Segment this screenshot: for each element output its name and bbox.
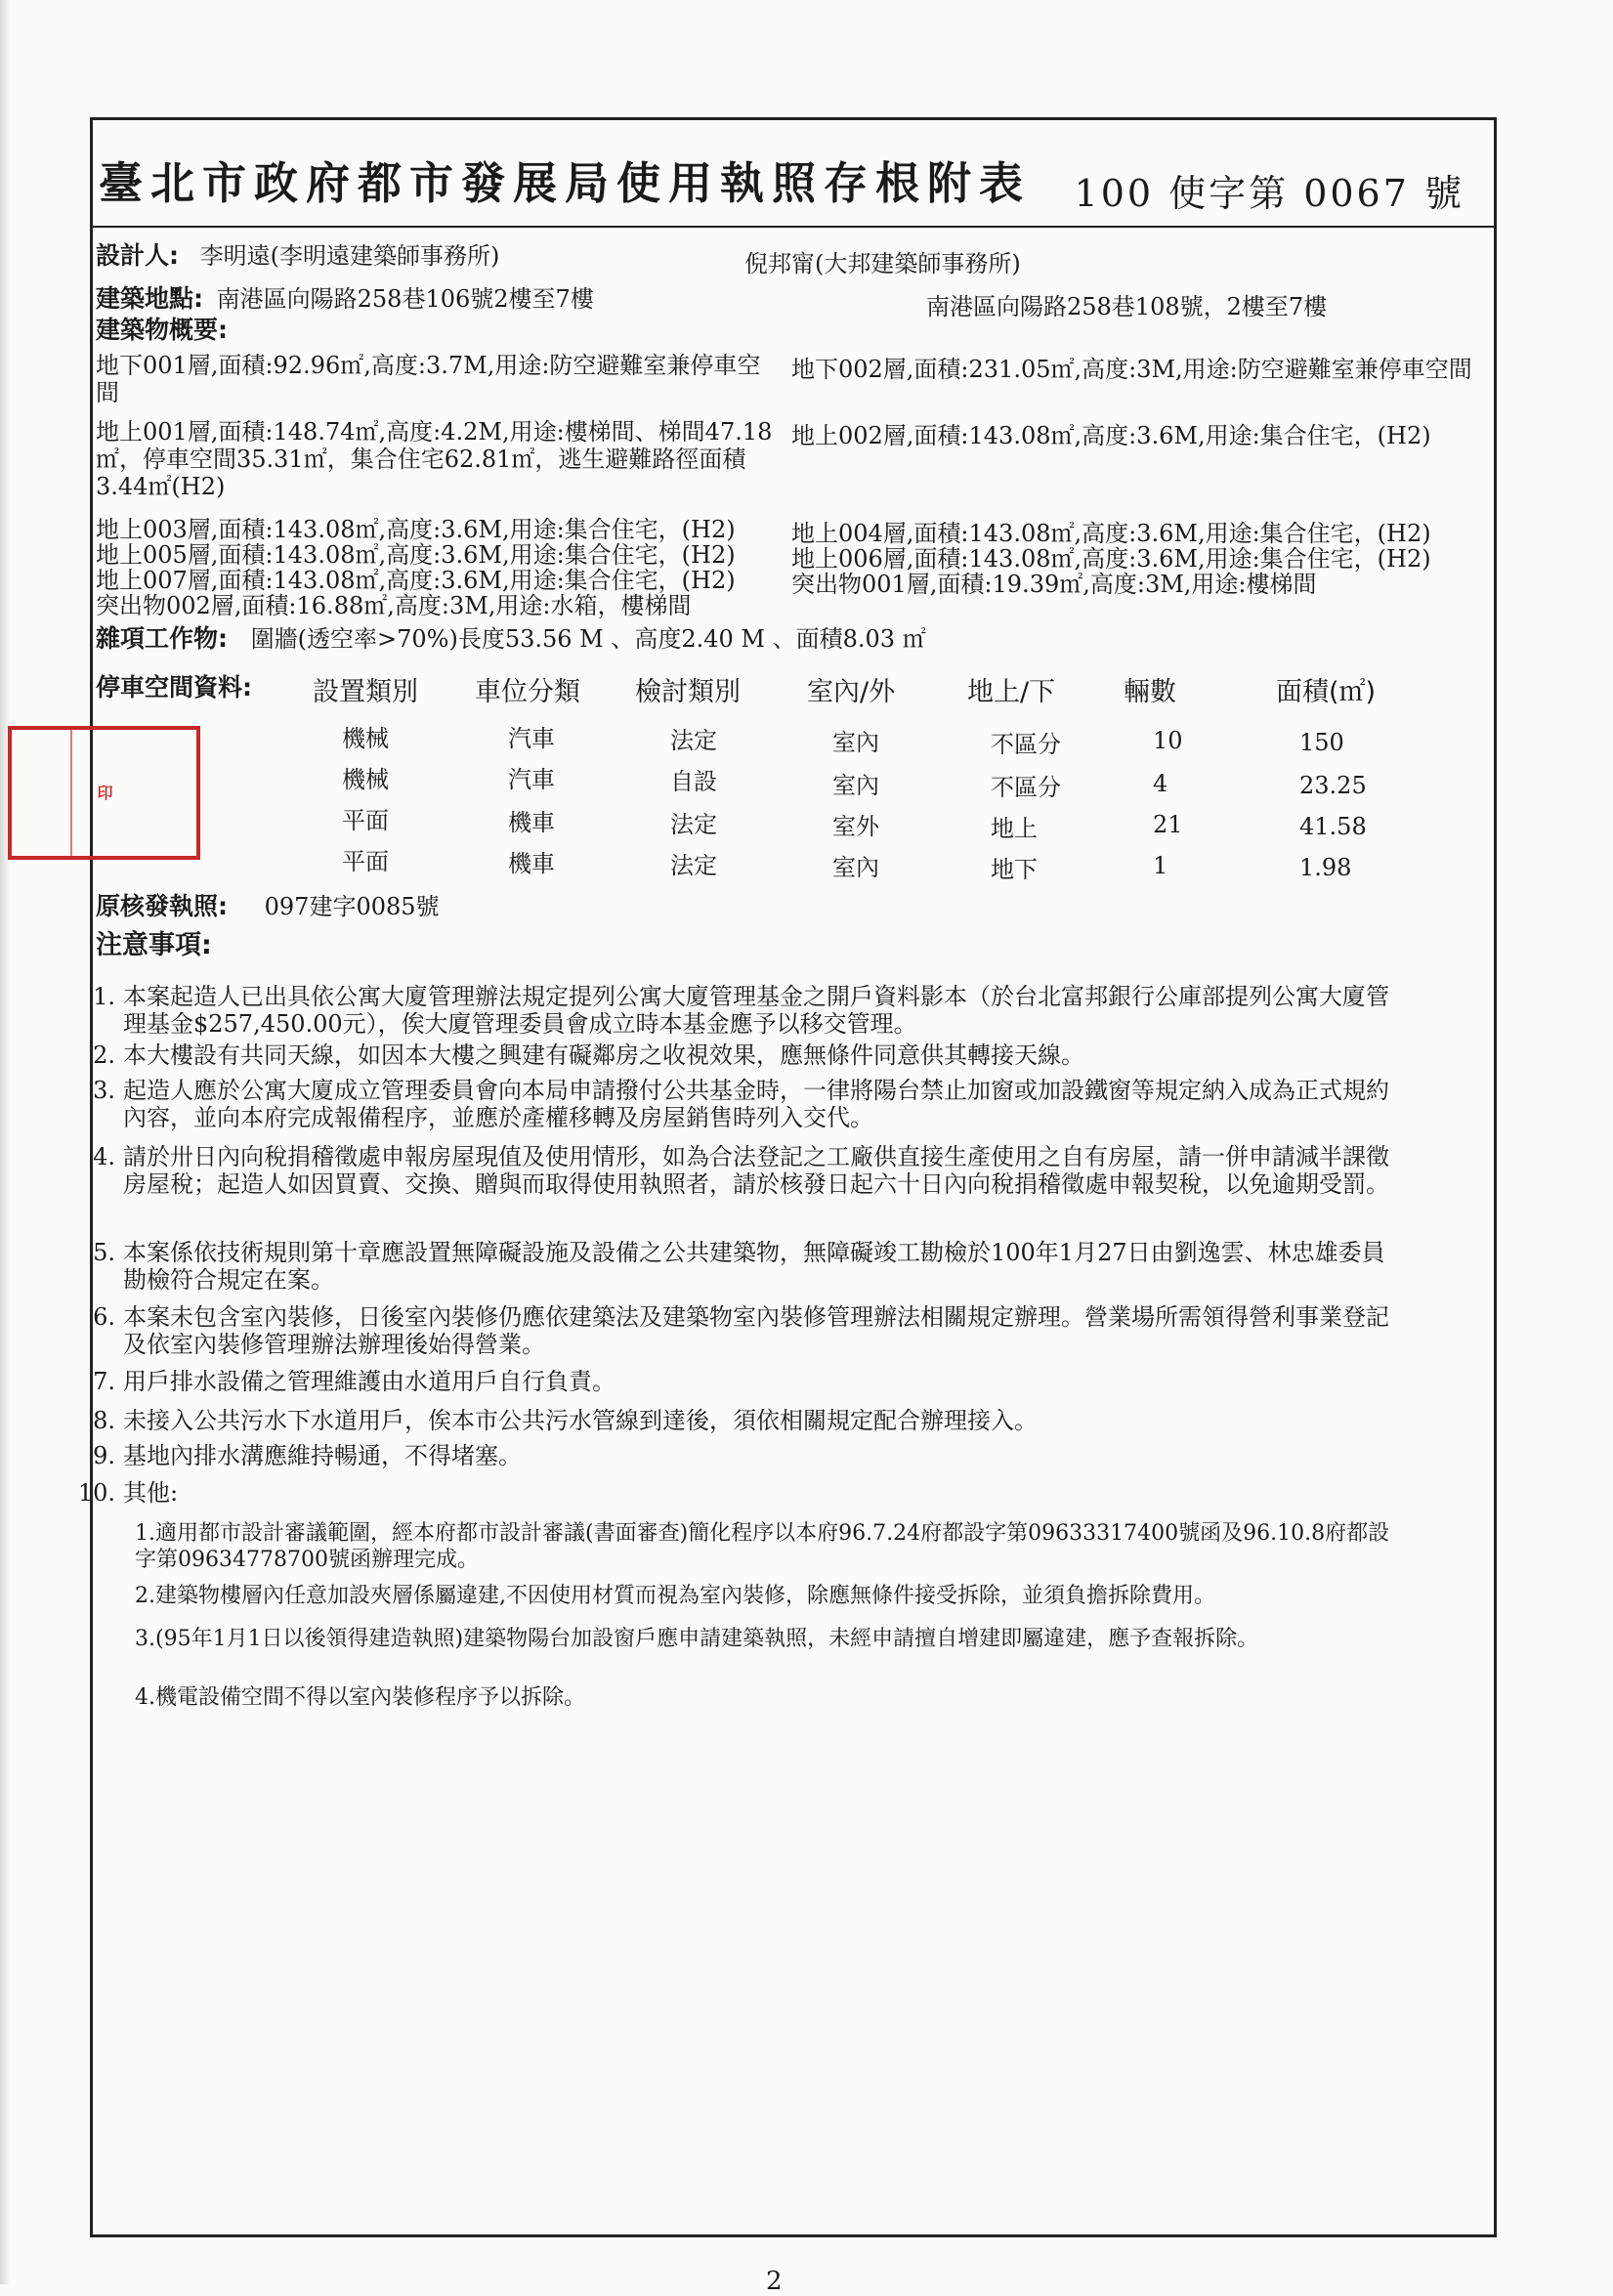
parking-cell: 室內 [832, 854, 879, 881]
designer-line [96, 242, 499, 270]
parking-cell: 汽車 [508, 766, 555, 793]
site-address-1: 南港區向陽路258巷106號2樓至7樓 [216, 285, 594, 313]
designer-label: 設計人: [96, 241, 179, 270]
site-address-2: 南港區向陽路258巷108號，2樓至7樓 [926, 293, 1328, 320]
note-item: 4. 請於卅日內向稅捐稽徵處申報房屋現值及使用情形，如為合法登記之工廠供直接生產使用之自有房屋，請一併申請減半課徵房屋稅；起造人如因買賣、交換、贈與而取得使用執照者，請於核發日起六十日內向稅捐稽徵處申報契稅，以免逾期受罰。 [93, 1143, 1389, 1198]
note-item: 8. 未接入公共污水下水道用戶，俟本市公共污水管線到達後，須依相關規定配合辦理接入。 [93, 1407, 1038, 1434]
parking-cell: 自設 [670, 768, 717, 795]
red-seal-stamp [8, 726, 200, 860]
parking-header-area: 面積(㎡) [1276, 677, 1377, 707]
designer-name-2: 倪邦甯(大邦建築師事務所) [744, 250, 1021, 277]
original-license-value: 097建字0085號 [264, 893, 440, 920]
floor-5: 地上005層,面積:143.08㎡,高度:3.6M,用途:集合住宅，(H2) [96, 541, 736, 569]
parking-cell: 室內 [832, 729, 879, 756]
parking-cell: 4 [1153, 770, 1168, 797]
parking-header-inout: 室內/外 [807, 677, 896, 707]
parking-cell: 地下 [991, 856, 1038, 883]
note-item: 7. 用戶排水設備之管理維護由水道用戶自行負責。 [93, 1368, 615, 1395]
note-sub-item: 2.建築物樓層內任意加設夾層係屬違建,不因使用材質而視為室內裝修，除應無條件接受拆除，並須負擔拆除費用。 [135, 1584, 1215, 1608]
misc-label: 雜項工作物: [96, 624, 228, 653]
note-item: 1. 本案起造人已出具依公寓大廈管理辦法規定提列公寓大廈管理基金之開戶資料影本（於台北富邦銀行公庫部提列公寓大廈管理基金$257,450.00元），俟大廈管理委員會成立時本基金應予以移交管理。 [93, 983, 1389, 1038]
misc-text: 圍牆(透空率>70%)長度53.56 M 、高度2.40 M 、面積8.03 ㎡ [250, 625, 926, 653]
parking-cell: 150 [1299, 729, 1344, 756]
seal-mark: 印 [95, 784, 113, 802]
floor-7: 地上007層,面積:143.08㎡,高度:3.6M,用途:集合住宅，(H2) [96, 567, 736, 594]
note-sub-item: 1.適用都市設計審議範圍，經本府都市設計審議(書面審查)簡化程序以本府96.7.24府都設字第09633317400號函及96.10.8府都設字第09634778700號函辦理完成。 [135, 1521, 1390, 1572]
note-item: 10. 其他: [77, 1479, 179, 1507]
parking-cell: 機車 [508, 809, 555, 836]
parking-header-review: 檢討類別 [635, 677, 741, 707]
site-line [96, 285, 594, 313]
original-license-label: 原核發執照: [96, 892, 228, 920]
site-label: 建築地點: [96, 284, 203, 313]
parking-cell: 平面 [342, 807, 389, 834]
floor-4: 地上004層,面積:143.08㎡,高度:3.6M,用途:集合住宅，(H2) [791, 520, 1431, 547]
floor-2: 地上002層,面積:143.08㎡,高度:3.6M,用途:集合住宅，(H2) [791, 422, 1431, 449]
note-item: 6. 本案未包含室內裝修，日後室內裝修仍應依建築法及建築物室內裝修管理辦法相關規定辦理。營業場所需領得營利事業登記及依室內裝修管理辦法辦理後始得營業。 [93, 1303, 1389, 1358]
parking-cell: 1.98 [1299, 854, 1352, 881]
parking-cell: 法定 [670, 727, 717, 754]
parking-cell: 41.58 [1299, 813, 1367, 840]
parking-cell: 平面 [342, 848, 389, 875]
overview-label: 建築物概要: [96, 316, 228, 344]
original-license-line [96, 893, 440, 920]
basement-2: 地下002層,面積:231.05㎡,高度:3M,用途:防空避難室兼停車空間 [791, 356, 1472, 383]
note-item: 2. 本大樓設有共同天線，如因本大樓之興建有礙鄰房之收視效果，應無條件同意供其轉接天線。 [93, 1042, 1084, 1069]
seal-divider [70, 730, 72, 856]
parking-cell: 法定 [670, 852, 717, 879]
parking-header-level: 地上/下 [967, 677, 1056, 707]
page-number: 2 [766, 2267, 783, 2296]
floor-6: 地上006層,面積:143.08㎡,高度:3.6M,用途:集合住宅，(H2) [791, 545, 1431, 573]
parking-header-class: 車位分類 [475, 677, 580, 707]
title-band [93, 120, 1494, 228]
parking-cell: 10 [1153, 727, 1183, 754]
note-item: 3. 起造人應於公寓大廈成立管理委員會向本局申請撥付公共基金時，一律將陽台禁止加窗或加設鐵窗等規定納入成為正式規約內容，並向本府完成報備程序，並應於產權移轉及房屋銷售時列入交代。 [93, 1077, 1389, 1131]
parking-cell: 室內 [832, 772, 879, 799]
note-item: 9. 基地內排水溝應維持暢通，不得堵塞。 [93, 1442, 522, 1469]
parking-cell: 汽車 [508, 725, 555, 752]
parking-header-count: 輛數 [1124, 677, 1176, 707]
note-item: 5. 本案係依技術規則第十章應設置無障礙設施及設備之公共建築物，無障礙竣工勘檢於100年1月27日由劉逸雲、林忠雄委員勘檢符合規定在案。 [93, 1239, 1385, 1294]
note-sub-item: 3.(95年1月1日以後領得建造執照)建築物陽台加設窗戶應申請建築執照，未經申請擅自增建即屬違建，應予查報拆除。 [135, 1627, 1259, 1651]
parking-cell: 1 [1153, 852, 1168, 879]
designer-name-1: 李明遠(李明遠建築師事務所) [199, 242, 500, 270]
parking-cell: 21 [1153, 811, 1183, 838]
parking-cell: 不區分 [991, 731, 1061, 758]
license-number: 100 使字第 0067 號 [1074, 172, 1464, 215]
basement-1: 地下001層,面積:92.96㎡,高度:3.7M,用途:防空避難室兼停車空間 [96, 352, 761, 406]
document-title: 臺北市政府都市發展局使用執照存根附表 [99, 157, 1032, 209]
parking-cell: 法定 [670, 811, 717, 838]
parking-label: 停車空間資料: [96, 673, 252, 702]
parking-cell: 不區分 [991, 774, 1061, 801]
parking-cell: 地上 [991, 815, 1038, 842]
note-sub-item: 4.機電設備空間不得以室內裝修程序予以拆除。 [135, 1685, 585, 1710]
parking-cell: 23.25 [1299, 772, 1367, 799]
penthouse-2: 突出物002層,面積:16.88㎡,高度:3M,用途:水箱，樓梯間 [96, 592, 692, 619]
penthouse-1: 突出物001層,面積:19.39㎡,高度:3M,用途:樓梯間 [791, 571, 1317, 598]
parking-cell: 機械 [342, 725, 389, 752]
misc-line [96, 625, 926, 653]
parking-cell: 機車 [508, 850, 555, 877]
parking-header-type: 設置類別 [313, 677, 418, 707]
floor-1: 地上001層,面積:148.74㎡,高度:4.2M,用途:樓梯間、梯間47.18㎡，停車空間35.31㎡，集合住宅62.81㎡，逃生避難路徑面積3.44㎡(H2) [96, 418, 773, 500]
parking-cell: 機械 [342, 766, 389, 793]
scan-edge [0, 0, 10, 2284]
floor-3: 地上003層,面積:143.08㎡,高度:3.6M,用途:集合住宅，(H2) [96, 516, 736, 543]
parking-cell: 室外 [832, 813, 879, 840]
notes-label: 注意事項: [96, 930, 212, 960]
